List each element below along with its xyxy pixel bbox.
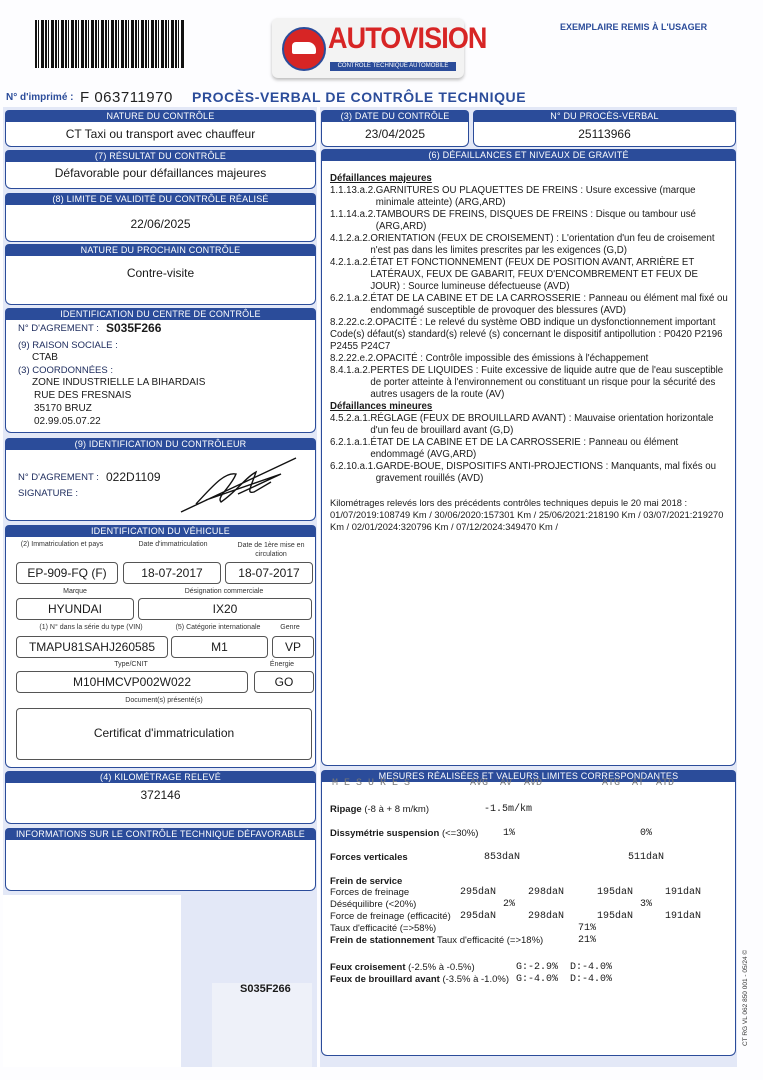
feux-brouil-label: Feux de brouillard avant xyxy=(330,974,440,985)
defaut-title: ÉTAT ET FONCTIONNEMENT (FEUX DE POSITION AVANT, ARRIÈRE ET LATÉRAUX, FEUX DE GABARIT, FEUX D'ENCOMBREMENT ET FEUX DE JOUR) xyxy=(370,257,698,292)
defaut-code: 1.1.14.a.2. xyxy=(330,209,376,220)
immat-label: (2) Immatriculation et pays xyxy=(20,541,104,548)
copy-label: EXEMPLAIRE REMIS À L'USAGER xyxy=(560,22,708,32)
stationnement-label: Frein de stationnement xyxy=(330,935,435,946)
defaut-text: : L'orientation d'un feu de croisement n'est pas dans les limites prescrites par les exigences (G,D) xyxy=(370,233,715,256)
codes-line: Code(s) défaut(s) standard(s) relevé (s) concernant le dispositif antipollution : P0420 P2196 P2455 P24C7 xyxy=(330,329,723,352)
validity-box xyxy=(5,205,316,242)
vin-label: (1) N° dans la série du type (VIN) xyxy=(39,624,143,631)
nature-box xyxy=(5,122,316,147)
defaut-item xyxy=(330,185,730,209)
pv-header: N° DU PROCÈS-VERBAL xyxy=(473,110,736,122)
dissym-label: Dissymétrie suspension xyxy=(330,828,440,839)
km-header: (4) KILOMÉTRAGE RELEVÉ xyxy=(5,771,316,783)
majeures-list xyxy=(330,185,730,329)
defaut-text: : Disque ou tambour usé (ARG,ARD) xyxy=(375,209,696,232)
defaut-item xyxy=(330,353,730,365)
car-emblem-icon xyxy=(282,27,326,71)
fe1: 295daN xyxy=(460,911,497,922)
validity-value: 22/06/2025 xyxy=(130,217,191,231)
defaut-text: : Panneau ou élément endommagé (AVG,ARD) xyxy=(370,437,679,460)
docs-label: Document(s) présenté(s) xyxy=(125,697,203,704)
defaut-item xyxy=(330,209,730,233)
date-immat-value: 18-07-2017 xyxy=(123,562,221,584)
mesures-box xyxy=(321,778,736,1056)
defaut-description xyxy=(370,257,730,293)
ripage-label: Ripage xyxy=(330,804,362,815)
defaut-code: 6.2.10.a.1. xyxy=(330,461,376,472)
type-label: Type/CNIT xyxy=(114,661,148,668)
marque-value: HYUNDAI xyxy=(16,598,134,620)
result-value: Défavorable pour défaillances majeures xyxy=(54,166,267,180)
defaut-item xyxy=(330,317,730,329)
mineures-title: Défaillances mineures xyxy=(330,401,433,412)
defauts-header: (6) DÉFAILLANCES ET NIVEAUX DE GRAVITÉ xyxy=(321,149,736,161)
centre-agrement-label: N° D'AGREMENT : xyxy=(18,323,99,334)
defaut-description xyxy=(370,413,730,437)
dissym-ar: 0% xyxy=(640,828,653,839)
centre-raison-label: (9) RAISON SOCIALE : xyxy=(18,340,118,351)
defaut-code: 4.5.2.a.1. xyxy=(330,413,371,424)
defaut-text: : Le relevé du système OBD indique un dysfonctionnement important xyxy=(417,317,716,328)
defaut-item xyxy=(330,365,730,401)
mesures-col-header: M E S U R E S AVG AV AVD ATG AT ATD xyxy=(332,778,675,789)
marque-label: Marque xyxy=(63,588,87,595)
defaut-text: : Manquants, mal fixés ou gravement rouillés (AVD) xyxy=(375,461,717,484)
side-reference: CT RG VL 062 850 001 - 05/24 © xyxy=(742,949,749,1046)
defaut-description xyxy=(370,293,730,317)
centre-addr2: RUE DES FRESNAIS xyxy=(34,390,132,401)
feux-crois-label: Feux croisement xyxy=(330,962,406,973)
defaut-code: 6.2.1.a.1. xyxy=(330,437,371,448)
defaut-title: ÉTAT DE LA CABINE ET DE LA CARROSSERIE xyxy=(370,437,581,448)
mesures-header: MESURES RÉALISÉES ET VALEURS LIMITES CORRESPONDANTES xyxy=(321,770,736,782)
defaut-description xyxy=(370,437,730,461)
designation-value: IX20 xyxy=(138,598,312,620)
defaut-description xyxy=(375,317,715,329)
dissym-limit: (<=30%) xyxy=(441,828,479,839)
km-box xyxy=(5,783,316,824)
taux-value: 71% xyxy=(578,923,597,934)
deseq-ar: 3% xyxy=(640,899,653,910)
brand-subtitle: CONTROLE TECHNIQUE AUTOMOBILE xyxy=(330,62,456,71)
ff2: 298daN xyxy=(528,887,565,898)
defaut-text: : Fuite excessive de liquide autre que de l'eau susceptible de porter atteinte à l'environnement ou constituant un risque pour la sécurité des autres usagers de la route (AV) xyxy=(370,365,724,400)
defaut-text: : Mauvaise orientation horizontale d'un feu de brouillard avant (G,D) xyxy=(370,413,714,436)
genre-value: VP xyxy=(272,636,314,658)
nature-value: CT Taxi ou transport avec chauffeur xyxy=(65,127,256,141)
stamp-area xyxy=(212,983,312,1067)
ff4: 191daN xyxy=(665,887,702,898)
page-title: PROCÈS-VERBAL DE CONTRÔLE TECHNIQUE xyxy=(192,89,527,105)
immat-value: EP-909-FQ (F) xyxy=(16,562,118,584)
centre-header: IDENTIFICATION DU CENTRE DE CONTRÔLE xyxy=(5,308,316,320)
stationnement-value: 21% xyxy=(578,935,597,946)
centre-addr3: 35170 BRUZ xyxy=(34,403,92,414)
controleur-agrement-label: N° D'AGREMENT : xyxy=(18,472,99,483)
date-header: (3) DATE DU CONTRÔLE xyxy=(321,110,469,122)
majeures-list-2 xyxy=(330,353,730,401)
defaut-code: 4.1.2.a.2. xyxy=(330,233,371,244)
type-value: M10HMCVP002W022 xyxy=(16,671,248,693)
dissym-av: 1% xyxy=(503,828,516,839)
next-value: Contre-visite xyxy=(126,266,195,280)
info-box xyxy=(5,840,316,891)
validity-header: (8) LIMITE DE VALIDITÉ DU CONTRÔLE RÉALISÉ xyxy=(5,193,316,205)
defaut-title: RÉGLAGE (FEUX DE BROUILLARD AVANT) xyxy=(370,413,566,424)
ripage-value: -1.5m/km xyxy=(484,804,533,815)
next-box xyxy=(5,256,316,305)
vehicle-header: IDENTIFICATION DU VÉHICULE xyxy=(5,525,316,537)
result-box xyxy=(5,162,316,189)
feux-brouil-value: G:-4.0% D:-4.0% xyxy=(516,974,613,985)
blank-area xyxy=(3,895,181,1067)
defaut-item xyxy=(330,257,730,293)
defaut-item xyxy=(330,413,730,437)
defaut-description xyxy=(376,353,649,365)
cat-value: M1 xyxy=(171,636,268,658)
fe2: 298daN xyxy=(528,911,565,922)
docs-value: Certificat d'immatriculation xyxy=(93,726,235,740)
date-box xyxy=(321,122,469,147)
defaut-title: TAMBOURS DE FREINS, DISQUES DE FREINS xyxy=(375,209,588,220)
date-immat-label: Date d'immatriculation xyxy=(138,541,208,548)
defaut-text: : Contrôle impossible des émissions à l'échappement xyxy=(417,353,649,364)
autovision-logo xyxy=(272,18,487,78)
defaut-code: 8.4.1.a.2. xyxy=(330,365,371,376)
deseq-av: 2% xyxy=(503,899,516,910)
defaut-title: GARNITURES OU PLAQUETTES DE FREINS xyxy=(375,185,578,196)
defaut-description xyxy=(370,233,730,257)
controleur-agrement: 022D1109 xyxy=(106,470,161,484)
km-value: 372146 xyxy=(140,788,181,802)
forces-av: 853daN xyxy=(484,852,521,863)
feux-crois-value: G:-2.9% D:-4.0% xyxy=(516,962,613,973)
vin-value: TMAPU81SAHJ260585 xyxy=(16,636,168,658)
defaut-item xyxy=(330,461,730,485)
defaut-title: ÉTAT DE LA CABINE ET DE LA CARROSSERIE xyxy=(370,293,581,304)
desequilibre-label: Déséquilibre (<20%) xyxy=(330,899,417,910)
defaut-title: ORIENTATION (FEUX DE CROISEMENT) xyxy=(370,233,554,244)
ripage-limit: (-8 à + 8 m/km) xyxy=(364,804,429,815)
barcode xyxy=(35,20,185,68)
centre-coord-label: (3) COORDONNÉES : xyxy=(18,365,114,376)
fe4: 191daN xyxy=(665,911,702,922)
defaut-code: 8.2.22.e.2. xyxy=(330,353,376,364)
feux-crois-limit: (-2.5% à -0.5%) xyxy=(408,962,475,973)
controleur-header: (9) IDENTIFICATION DU CONTRÔLEUR xyxy=(5,438,316,450)
date-first-value: 18-07-2017 xyxy=(225,562,313,584)
signature-label: SIGNATURE : xyxy=(18,488,78,499)
defaut-item xyxy=(330,437,730,461)
pv-value: 25113966 xyxy=(578,127,631,141)
defaut-item xyxy=(330,293,730,317)
pv-box xyxy=(473,122,736,147)
defaut-text: : Source lumineuse défectueuse (AVD) xyxy=(400,281,570,292)
defaut-description xyxy=(376,185,730,209)
fe3: 195daN xyxy=(597,911,634,922)
centre-agrement: S035F266 xyxy=(106,321,162,335)
defaut-text: : Panneau ou élément mal fixé ou endommagé susceptible de provoquer des blessures (AVD) xyxy=(370,293,728,316)
energie-value: GO xyxy=(254,671,314,693)
defaut-text: : Usure excessive (marque minimale atteinte) (ARG,ARD) xyxy=(375,185,696,208)
mineures-list xyxy=(330,413,730,485)
defaut-title: OPACITÉ xyxy=(375,353,418,364)
defaut-code: 8.2.22.c.2. xyxy=(330,317,376,328)
defauts-content xyxy=(330,173,730,533)
signature-image xyxy=(176,452,306,518)
next-header: NATURE DU PROCHAIN CONTRÔLE xyxy=(5,244,316,256)
stamp-code: S035F266 xyxy=(240,983,291,995)
forces-ar: 511daN xyxy=(628,852,665,863)
defaut-title: GARDE-BOUE, DISPOSITIFS ANTI-PROJECTIONS xyxy=(375,461,603,472)
defauts-box xyxy=(321,161,736,766)
ff1: 295daN xyxy=(460,887,497,898)
centre-box xyxy=(5,320,316,433)
stationnement-limit: Taux d'efficacité (=>18%) xyxy=(436,935,544,946)
vehicle-box xyxy=(5,537,316,768)
efficacite-label: Force de freinage (efficacité) xyxy=(330,911,451,922)
majeures-title: Défaillances majeures xyxy=(330,173,432,184)
nature-header: NATURE DU CONTRÔLE xyxy=(5,110,316,122)
result-header: (7) RÉSULTAT DU CONTRÔLE xyxy=(5,150,316,162)
defaut-item xyxy=(330,233,730,257)
controleur-box xyxy=(5,450,316,521)
genre-label: Genre xyxy=(280,624,300,631)
defaut-title: OPACITÉ xyxy=(375,317,418,328)
frein-service-label: Frein de service xyxy=(330,876,403,887)
designation-label: Désignation commerciale xyxy=(184,588,264,595)
defaut-description xyxy=(376,209,730,233)
brand-name: AUTOVISION xyxy=(328,22,487,55)
print-number-label: N° d'imprimé : xyxy=(6,92,74,103)
date-value: 23/04/2025 xyxy=(364,127,426,141)
docs-box xyxy=(16,708,312,760)
defaut-code: 6.2.1.a.2. xyxy=(330,293,371,304)
km-history: Kilométrages relevés lors des précédents contrôles techniques depuis le 20 mai 2018 : 01/07/2019:108749 Km / 30/06/2020:157301 Km / 25/06/2021:218190 Km / 03/07/2021:219270 Km / 02/01/2024:320796 Km / 07/12/2024:349470 Km / xyxy=(330,498,724,532)
defaut-description xyxy=(376,461,730,485)
energie-label: Énergie xyxy=(269,661,295,668)
date-first-label: Date de 1ère mise en circulation xyxy=(237,542,305,558)
forces-label: Forces verticales xyxy=(330,852,408,863)
info-header: INFORMATIONS SUR LE CONTRÔLE TECHNIQUE DÉFAVORABLE xyxy=(5,828,316,840)
taux-label: Taux d'efficacité (=>58%) xyxy=(330,923,437,934)
print-number: F 063711970 xyxy=(80,89,173,106)
feux-brouil-limit: (-3.5% à -1.0%) xyxy=(442,974,509,985)
forces-freinage-label: Forces de freinage xyxy=(330,887,410,898)
cat-label: (5) Catégorie internationale xyxy=(175,624,261,631)
ff3: 195daN xyxy=(597,887,634,898)
defaut-description xyxy=(370,365,730,401)
defaut-title: PERTES DE LIQUIDES xyxy=(370,365,474,376)
centre-addr1: ZONE INDUSTRIELLE LA BIHARDAIS xyxy=(32,377,206,388)
centre-phone: 02.99.05.07.22 xyxy=(34,416,101,427)
defaut-code: 4.2.1.a.2. xyxy=(330,257,371,268)
centre-raison: CTAB xyxy=(32,352,58,363)
defaut-code: 1.1.13.a.2. xyxy=(330,185,376,196)
